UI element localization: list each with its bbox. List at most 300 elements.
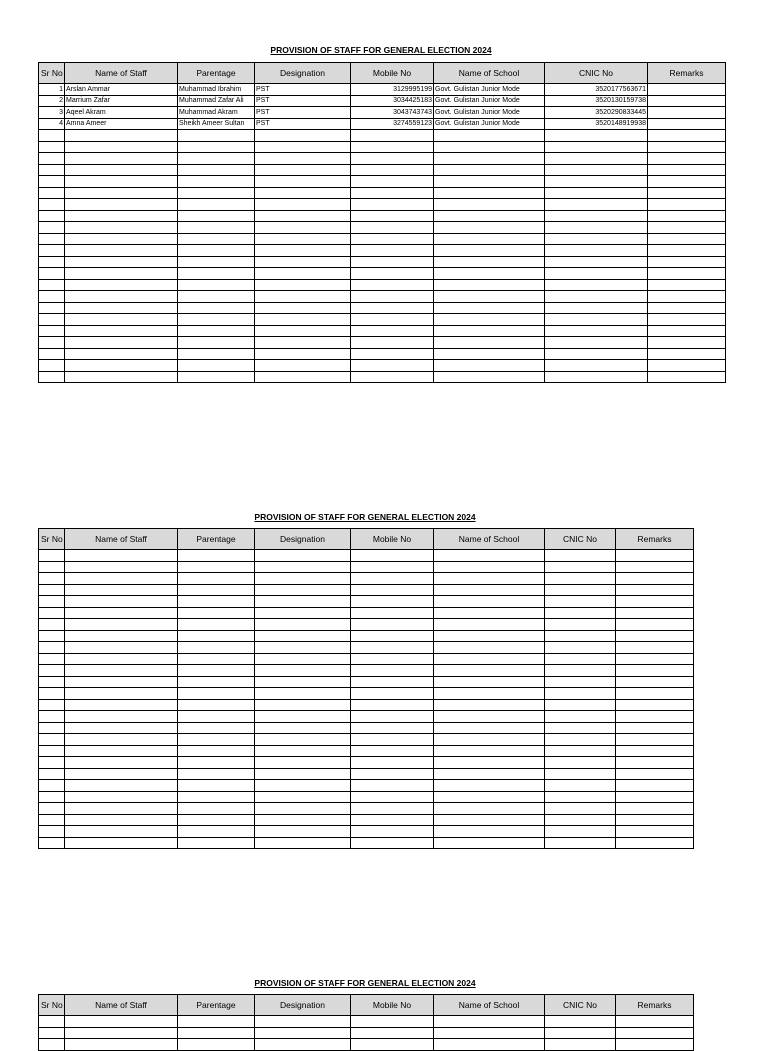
cell-remarks bbox=[616, 791, 694, 803]
cell-cnic-no bbox=[545, 245, 648, 257]
cell-cnic-no bbox=[545, 837, 616, 849]
table-row bbox=[39, 325, 726, 337]
cell-designation bbox=[255, 745, 351, 757]
cell-name-of-school bbox=[434, 268, 545, 280]
cell-mobile-no: 3034425183 bbox=[351, 95, 434, 107]
cell-designation bbox=[255, 573, 351, 585]
cell-parentage bbox=[178, 337, 255, 349]
cell-name-of-school bbox=[434, 325, 545, 337]
cell-parentage bbox=[178, 164, 255, 176]
table-row bbox=[39, 607, 694, 619]
cell-designation bbox=[255, 803, 351, 815]
cell-cnic-no bbox=[545, 371, 648, 383]
cell-cnic-no bbox=[545, 814, 616, 826]
cell-designation bbox=[255, 164, 351, 176]
cell-name-of-staff bbox=[65, 688, 178, 700]
cell-name-of-staff bbox=[65, 642, 178, 654]
cell-designation: PST bbox=[255, 107, 351, 119]
cell-parentage bbox=[178, 1039, 255, 1051]
cell-mobile-no bbox=[351, 653, 434, 665]
cell-designation bbox=[255, 550, 351, 562]
cell-designation bbox=[255, 360, 351, 372]
table-row bbox=[39, 619, 694, 631]
cell-sr-no bbox=[39, 360, 65, 372]
cell-name-of-staff bbox=[65, 803, 178, 815]
cell-name-of-school bbox=[434, 291, 545, 303]
table-row bbox=[39, 153, 726, 165]
cell-designation bbox=[255, 826, 351, 838]
table-row bbox=[39, 337, 726, 349]
cell-name-of-school bbox=[434, 607, 545, 619]
cell-name-of-school bbox=[434, 550, 545, 562]
cell-cnic-no bbox=[545, 688, 616, 700]
cell-sr-no bbox=[39, 245, 65, 257]
cell-remarks bbox=[648, 222, 726, 234]
cell-cnic-no bbox=[545, 279, 648, 291]
table-row bbox=[39, 233, 726, 245]
cell-cnic-no bbox=[545, 164, 648, 176]
cell-remarks bbox=[648, 371, 726, 383]
cell-sr-no bbox=[39, 325, 65, 337]
cell-designation bbox=[255, 210, 351, 222]
cell-name-of-staff bbox=[65, 665, 178, 677]
table-row bbox=[39, 676, 694, 688]
cell-name-of-school bbox=[434, 187, 545, 199]
cell-remarks bbox=[616, 803, 694, 815]
cell-name-of-school bbox=[434, 803, 545, 815]
cell-parentage: Sheikh Ameer Sultan bbox=[178, 118, 255, 130]
sheet-2-title: PROVISION OF STAFF FOR GENERAL ELECTION 2024 bbox=[254, 512, 476, 522]
cell-designation bbox=[255, 653, 351, 665]
table-row bbox=[39, 596, 694, 608]
cell-cnic-no bbox=[545, 619, 616, 631]
cell-designation bbox=[255, 722, 351, 734]
cell-sr-no bbox=[39, 584, 65, 596]
cell-remarks bbox=[616, 607, 694, 619]
cell-cnic-no bbox=[545, 325, 648, 337]
cell-sr-no bbox=[39, 734, 65, 746]
cell-mobile-no bbox=[351, 256, 434, 268]
cell-designation bbox=[255, 187, 351, 199]
cell-sr-no bbox=[39, 176, 65, 188]
cell-designation bbox=[255, 233, 351, 245]
cell-parentage bbox=[178, 130, 255, 142]
cell-remarks bbox=[616, 653, 694, 665]
cell-remarks bbox=[648, 84, 726, 96]
cell-designation bbox=[255, 268, 351, 280]
staff-table-1 bbox=[38, 62, 726, 383]
cell-remarks bbox=[616, 1027, 694, 1039]
cell-remarks bbox=[648, 268, 726, 280]
cell-cnic-no bbox=[545, 348, 648, 360]
col-name-of-school: Name of School bbox=[434, 63, 545, 84]
table-row bbox=[39, 584, 694, 596]
cell-name-of-school bbox=[434, 302, 545, 314]
cell-cnic-no bbox=[545, 584, 616, 596]
table-row bbox=[39, 665, 694, 677]
cell-mobile-no bbox=[351, 630, 434, 642]
cell-name-of-staff bbox=[65, 164, 178, 176]
col-mobile-no: Mobile No bbox=[351, 529, 434, 550]
cell-mobile-no bbox=[351, 291, 434, 303]
cell-designation bbox=[255, 688, 351, 700]
cell-parentage: Muhammad Ibrahim bbox=[178, 84, 255, 96]
cell-designation bbox=[255, 619, 351, 631]
cell-remarks bbox=[648, 130, 726, 142]
cell-cnic-no bbox=[545, 268, 648, 280]
cell-cnic-no bbox=[545, 1039, 616, 1051]
cell-designation bbox=[255, 199, 351, 211]
cell-designation bbox=[255, 676, 351, 688]
cell-parentage bbox=[178, 630, 255, 642]
cell-mobile-no bbox=[351, 550, 434, 562]
cell-designation bbox=[255, 768, 351, 780]
cell-cnic-no: 3520130159738 bbox=[545, 95, 648, 107]
cell-parentage bbox=[178, 780, 255, 792]
cell-remarks bbox=[616, 596, 694, 608]
cell-remarks bbox=[616, 757, 694, 769]
table-row bbox=[39, 1027, 694, 1039]
cell-parentage bbox=[178, 153, 255, 165]
cell-mobile-no bbox=[351, 360, 434, 372]
cell-designation bbox=[255, 630, 351, 642]
cell-name-of-staff bbox=[65, 130, 178, 142]
cell-mobile-no bbox=[351, 803, 434, 815]
col-name-of-school: Name of School bbox=[434, 995, 545, 1016]
cell-remarks bbox=[616, 676, 694, 688]
cell-remarks bbox=[648, 199, 726, 211]
cell-name-of-staff bbox=[65, 1039, 178, 1051]
cell-name-of-staff bbox=[65, 676, 178, 688]
cell-mobile-no bbox=[351, 337, 434, 349]
cell-sr-no bbox=[39, 550, 65, 562]
cell-name-of-staff bbox=[65, 141, 178, 153]
cell-sr-no bbox=[39, 722, 65, 734]
table-row bbox=[39, 837, 694, 849]
cell-mobile-no bbox=[351, 1039, 434, 1051]
cell-cnic-no bbox=[545, 561, 616, 573]
cell-cnic-no: 3520290833445 bbox=[545, 107, 648, 119]
table-row bbox=[39, 245, 726, 257]
cell-name-of-staff bbox=[65, 1016, 178, 1028]
table-row bbox=[39, 734, 694, 746]
cell-name-of-staff bbox=[65, 734, 178, 746]
cell-mobile-no bbox=[351, 642, 434, 654]
col-remarks: Remarks bbox=[616, 995, 694, 1016]
cell-name-of-school bbox=[434, 837, 545, 849]
cell-name-of-staff: Marrium Zafar bbox=[65, 95, 178, 107]
cell-mobile-no bbox=[351, 348, 434, 360]
cell-designation bbox=[255, 584, 351, 596]
cell-mobile-no bbox=[351, 768, 434, 780]
cell-parentage bbox=[178, 245, 255, 257]
cell-sr-no: 2 bbox=[39, 95, 65, 107]
col-parentage: Parentage bbox=[178, 529, 255, 550]
cell-remarks bbox=[616, 573, 694, 585]
cell-mobile-no bbox=[351, 837, 434, 849]
cell-name-of-staff bbox=[65, 814, 178, 826]
table-row bbox=[39, 780, 694, 792]
cell-name-of-school bbox=[434, 164, 545, 176]
cell-name-of-school bbox=[434, 619, 545, 631]
cell-name-of-school bbox=[434, 711, 545, 723]
table-row bbox=[39, 630, 694, 642]
col-parentage: Parentage bbox=[178, 63, 255, 84]
cell-sr-no bbox=[39, 630, 65, 642]
cell-name-of-staff bbox=[65, 314, 178, 326]
cell-name-of-school bbox=[434, 642, 545, 654]
cell-name-of-staff bbox=[65, 653, 178, 665]
cell-sr-no bbox=[39, 314, 65, 326]
cell-cnic-no bbox=[545, 642, 616, 654]
cell-name-of-school bbox=[434, 780, 545, 792]
cell-sr-no bbox=[39, 561, 65, 573]
cell-cnic-no bbox=[545, 176, 648, 188]
table-row bbox=[39, 302, 726, 314]
cell-parentage bbox=[178, 676, 255, 688]
cell-parentage: Muhammad Akram bbox=[178, 107, 255, 119]
cell-mobile-no bbox=[351, 722, 434, 734]
cell-cnic-no bbox=[545, 596, 616, 608]
cell-remarks bbox=[648, 153, 726, 165]
cell-name-of-school bbox=[434, 814, 545, 826]
cell-designation bbox=[255, 1039, 351, 1051]
col-cnic-no: CNIC No bbox=[545, 63, 648, 84]
cell-sr-no bbox=[39, 791, 65, 803]
table-row bbox=[39, 573, 694, 585]
cell-sr-no bbox=[39, 676, 65, 688]
cell-name-of-staff: Arslan Ammar bbox=[65, 84, 178, 96]
cell-cnic-no bbox=[545, 1016, 616, 1028]
cell-remarks bbox=[648, 279, 726, 291]
cell-designation bbox=[255, 1027, 351, 1039]
cell-name-of-school bbox=[434, 826, 545, 838]
table-row bbox=[39, 95, 726, 107]
cell-cnic-no bbox=[545, 630, 616, 642]
table-row bbox=[39, 791, 694, 803]
cell-name-of-staff bbox=[65, 550, 178, 562]
table-row bbox=[39, 268, 726, 280]
cell-remarks bbox=[616, 711, 694, 723]
cell-parentage bbox=[178, 256, 255, 268]
table-row bbox=[39, 118, 726, 130]
col-cnic-no: CNIC No bbox=[545, 995, 616, 1016]
cell-name-of-staff bbox=[65, 630, 178, 642]
col-cnic-no: CNIC No bbox=[545, 529, 616, 550]
cell-name-of-staff bbox=[65, 348, 178, 360]
cell-parentage bbox=[178, 187, 255, 199]
header-row bbox=[39, 529, 694, 550]
cell-designation bbox=[255, 337, 351, 349]
cell-designation bbox=[255, 245, 351, 257]
cell-sr-no bbox=[39, 573, 65, 585]
cell-designation: PST bbox=[255, 118, 351, 130]
cell-sr-no bbox=[39, 141, 65, 153]
cell-cnic-no bbox=[545, 676, 616, 688]
cell-designation bbox=[255, 699, 351, 711]
cell-cnic-no bbox=[545, 573, 616, 585]
cell-sr-no: 4 bbox=[39, 118, 65, 130]
cell-sr-no bbox=[39, 653, 65, 665]
cell-remarks bbox=[616, 642, 694, 654]
cell-name-of-school bbox=[434, 210, 545, 222]
cell-name-of-staff bbox=[65, 699, 178, 711]
cell-sr-no bbox=[39, 222, 65, 234]
cell-mobile-no bbox=[351, 573, 434, 585]
cell-name-of-staff bbox=[65, 245, 178, 257]
cell-name-of-school bbox=[434, 141, 545, 153]
cell-parentage bbox=[178, 619, 255, 631]
cell-remarks bbox=[616, 699, 694, 711]
cell-sr-no bbox=[39, 688, 65, 700]
cell-sr-no bbox=[39, 768, 65, 780]
cell-remarks bbox=[648, 210, 726, 222]
col-remarks: Remarks bbox=[616, 529, 694, 550]
cell-sr-no bbox=[39, 153, 65, 165]
table-row bbox=[39, 360, 726, 372]
cell-cnic-no bbox=[545, 337, 648, 349]
cell-cnic-no bbox=[545, 826, 616, 838]
cell-parentage bbox=[178, 279, 255, 291]
cell-name-of-staff bbox=[65, 153, 178, 165]
cell-mobile-no bbox=[351, 222, 434, 234]
cell-sr-no bbox=[39, 1027, 65, 1039]
cell-name-of-staff bbox=[65, 291, 178, 303]
cell-cnic-no bbox=[545, 314, 648, 326]
cell-remarks bbox=[648, 95, 726, 107]
cell-cnic-no bbox=[545, 233, 648, 245]
cell-name-of-school bbox=[434, 222, 545, 234]
cell-name-of-staff bbox=[65, 561, 178, 573]
cell-cnic-no: 3520148919938 bbox=[545, 118, 648, 130]
cell-name-of-staff bbox=[65, 360, 178, 372]
cell-sr-no bbox=[39, 337, 65, 349]
cell-parentage bbox=[178, 653, 255, 665]
cell-name-of-school: Govt. Gulistan Junior Mode bbox=[434, 84, 545, 96]
cell-designation bbox=[255, 607, 351, 619]
cell-remarks bbox=[616, 1039, 694, 1051]
cell-name-of-staff bbox=[65, 325, 178, 337]
cell-name-of-school bbox=[434, 768, 545, 780]
cell-mobile-no bbox=[351, 245, 434, 257]
cell-mobile-no bbox=[351, 561, 434, 573]
table-row bbox=[39, 130, 726, 142]
table-row bbox=[39, 699, 694, 711]
cell-remarks bbox=[648, 107, 726, 119]
cell-mobile-no bbox=[351, 268, 434, 280]
cell-sr-no: 3 bbox=[39, 107, 65, 119]
cell-name-of-school bbox=[434, 371, 545, 383]
cell-sr-no bbox=[39, 642, 65, 654]
cell-name-of-staff bbox=[65, 302, 178, 314]
cell-sr-no bbox=[39, 745, 65, 757]
cell-parentage bbox=[178, 176, 255, 188]
cell-parentage bbox=[178, 348, 255, 360]
table-row bbox=[39, 768, 694, 780]
cell-name-of-staff bbox=[65, 210, 178, 222]
cell-name-of-staff bbox=[65, 233, 178, 245]
col-sr-no: Sr No bbox=[39, 995, 65, 1016]
cell-name-of-staff bbox=[65, 745, 178, 757]
table-row bbox=[39, 1016, 694, 1028]
cell-parentage bbox=[178, 314, 255, 326]
cell-designation bbox=[255, 176, 351, 188]
cell-cnic-no bbox=[545, 768, 616, 780]
table-row bbox=[39, 348, 726, 360]
cell-parentage bbox=[178, 791, 255, 803]
cell-remarks bbox=[616, 768, 694, 780]
cell-parentage bbox=[178, 199, 255, 211]
cell-designation bbox=[255, 757, 351, 769]
col-remarks: Remarks bbox=[648, 63, 726, 84]
cell-sr-no bbox=[39, 187, 65, 199]
cell-name-of-school bbox=[434, 176, 545, 188]
table-row bbox=[39, 314, 726, 326]
cell-name-of-staff bbox=[65, 256, 178, 268]
cell-name-of-school: Govt. Gulistan Junior Mode bbox=[434, 118, 545, 130]
cell-mobile-no bbox=[351, 302, 434, 314]
cell-mobile-no bbox=[351, 665, 434, 677]
cell-remarks bbox=[616, 722, 694, 734]
col-name-of-school: Name of School bbox=[434, 529, 545, 550]
table-row bbox=[39, 711, 694, 723]
cell-designation bbox=[255, 711, 351, 723]
cell-name-of-staff bbox=[65, 711, 178, 723]
table-row bbox=[39, 561, 694, 573]
cell-mobile-no bbox=[351, 734, 434, 746]
cell-sr-no bbox=[39, 814, 65, 826]
cell-cnic-no bbox=[545, 360, 648, 372]
cell-mobile-no bbox=[351, 210, 434, 222]
cell-name-of-school bbox=[434, 630, 545, 642]
cell-name-of-school bbox=[434, 256, 545, 268]
cell-cnic-no bbox=[545, 791, 616, 803]
cell-parentage bbox=[178, 711, 255, 723]
cell-mobile-no bbox=[351, 164, 434, 176]
cell-sr-no bbox=[39, 164, 65, 176]
cell-mobile-no bbox=[351, 791, 434, 803]
cell-mobile-no: 3129995199 bbox=[351, 84, 434, 96]
table-row bbox=[39, 291, 726, 303]
cell-mobile-no bbox=[351, 325, 434, 337]
cell-parentage bbox=[178, 573, 255, 585]
cell-remarks bbox=[616, 550, 694, 562]
cell-remarks bbox=[616, 780, 694, 792]
cell-remarks bbox=[616, 665, 694, 677]
cell-name-of-staff bbox=[65, 607, 178, 619]
cell-parentage bbox=[178, 826, 255, 838]
table-row bbox=[39, 107, 726, 119]
cell-designation bbox=[255, 1016, 351, 1028]
cell-parentage bbox=[178, 268, 255, 280]
cell-remarks bbox=[648, 291, 726, 303]
cell-mobile-no bbox=[351, 176, 434, 188]
cell-cnic-no bbox=[545, 653, 616, 665]
col-designation: Designation bbox=[255, 995, 351, 1016]
table-row bbox=[39, 642, 694, 654]
cell-name-of-staff bbox=[65, 780, 178, 792]
cell-mobile-no bbox=[351, 1016, 434, 1028]
cell-cnic-no bbox=[545, 699, 616, 711]
cell-designation bbox=[255, 791, 351, 803]
table-row bbox=[39, 803, 694, 815]
cell-mobile-no bbox=[351, 141, 434, 153]
cell-cnic-no bbox=[545, 141, 648, 153]
cell-mobile-no bbox=[351, 619, 434, 631]
cell-name-of-staff bbox=[65, 596, 178, 608]
cell-remarks bbox=[616, 630, 694, 642]
cell-remarks bbox=[648, 164, 726, 176]
